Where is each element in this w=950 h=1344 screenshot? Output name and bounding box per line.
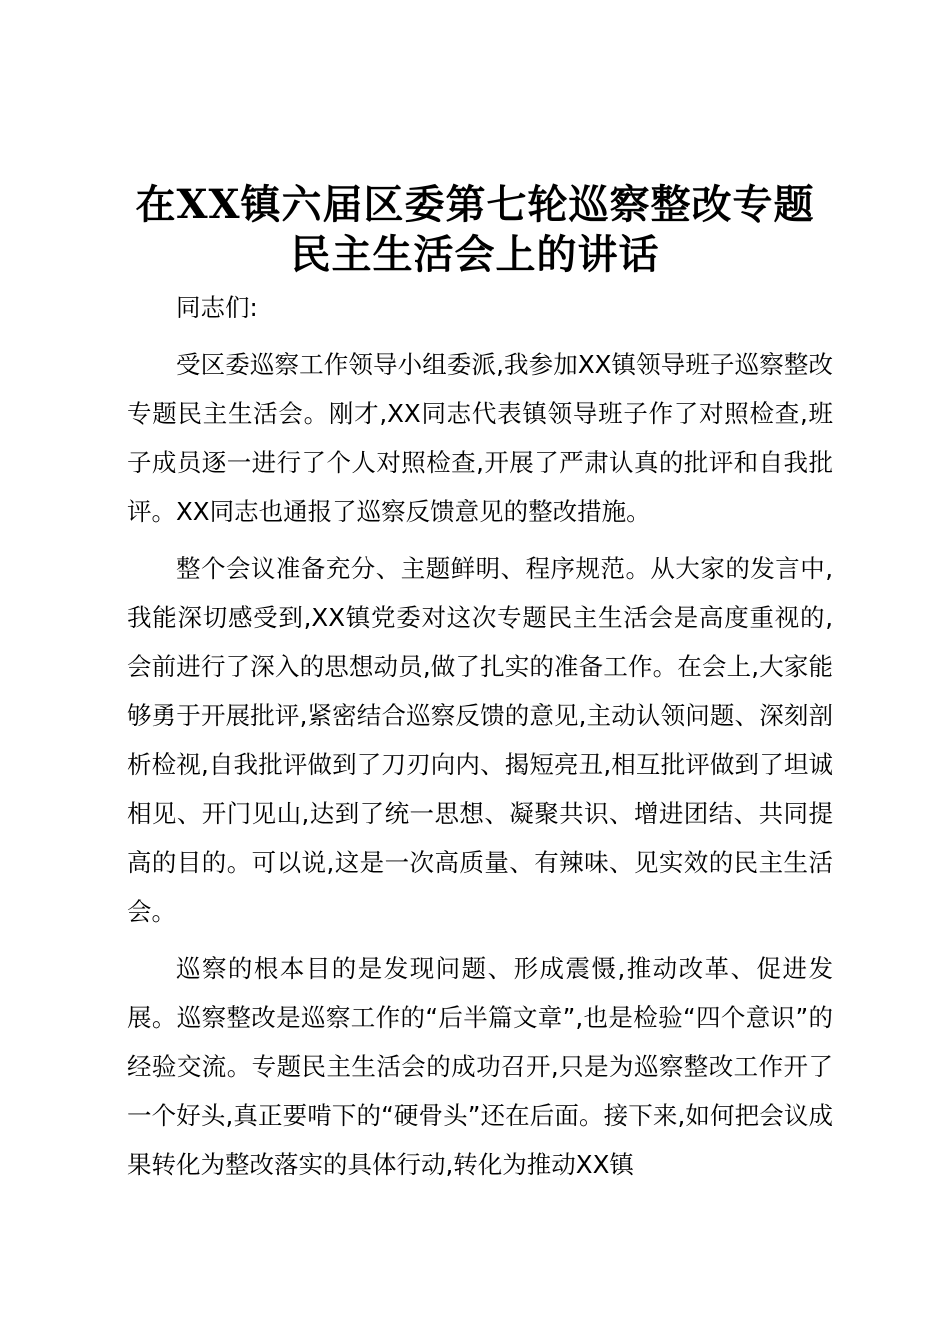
title-line-1: 在XX镇六届区委第七轮巡察整改专题	[135, 181, 815, 228]
paragraph-2: 整个会议准备充分、主题鲜明、程序规范。从大家的发言中,我能深切感受到,XX镇党委对这次专题民主生活会是高度重视的,会前进行了深入的思想动员,做了扎实的准备工作。在会上,大家能够勇于开展批评,紧密结合巡察反馈的意见,主动认领问题、深刻剖析检视,自我批评做到了刀刃向内、揭短亮丑,相互批评做到了坦诚相见、开门见山,达到了统一思想、凝聚共识、增进团结、共同提高的目的。可以说,这是一次高质量、有辣味、见实效的民主生活会。	[127, 554, 833, 926]
greeting: 同志们:	[176, 293, 258, 322]
title-line-2: 民主生活会上的讲话	[290, 231, 660, 278]
paragraph-3: 巡察的根本目的是发现问题、形成震慑,推动改革、促进发展。巡察整改是巡察工作的“后半篇文章”,也是检验“四个意识”的经验交流。专题民主生活会的成功召开,只是为巡察整改工作开了一个好头,真正要啃下的“硬骨头”还在后面。接下来,如何把会议成果转化为整改落实的具体行动,转化为推动XX镇	[127, 954, 833, 1179]
paragraph-1: 受区委巡察工作领导小组委派,我参加XX镇领导班子巡察整改专题民主生活会。刚才,XX同志代表镇领导班子作了对照检查,班子成员逐一进行了个人对照检查,开展了严肃认真的批评和自我批评。XX同志也通报了巡察反馈意见的整改措施。	[127, 350, 833, 526]
document-body	[127, 283, 833, 1197]
document-title	[100, 180, 850, 280]
